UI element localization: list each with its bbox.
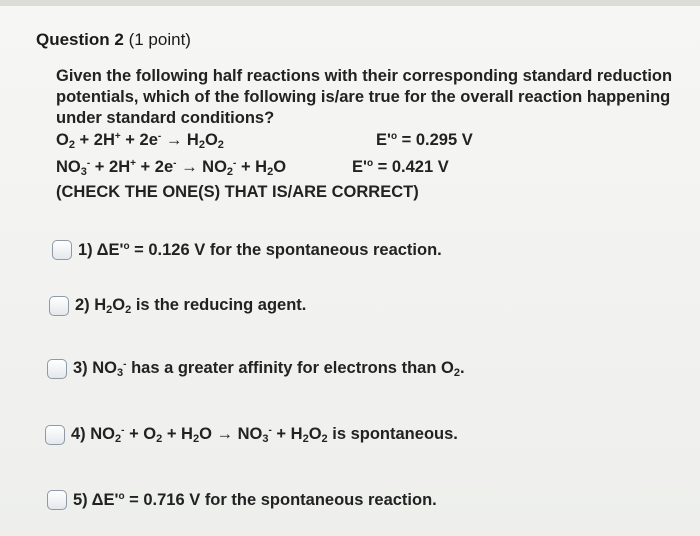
- option-2-checkbox[interactable]: [49, 296, 69, 316]
- option-5[interactable]: [47, 490, 437, 510]
- option-4-label: 4) $NO_2^- + O_2 + H_2O \to NO_3^- + H_2O_2$ is spontaneous.: [71, 425, 458, 445]
- half-reaction-2: $NO_3^- + 2H^+ + 2e^- \to NO_2^- + H_2O$: [56, 158, 287, 178]
- question-stem: Given the following half reactions with their corresponding standard reduction potentials, which of the following is/are true for the overall reaction happening under standard conditions?: [56, 67, 673, 127]
- instruction-text: (CHECK THE ONE(S) THAT IS/ARE CORRECT): [56, 183, 419, 201]
- option-4[interactable]: [45, 425, 458, 445]
- potential-2: $E'^o = 0.421$ V: [352, 158, 449, 176]
- question-title: [36, 30, 191, 50]
- option-2[interactable]: [49, 296, 306, 316]
- option-1[interactable]: [52, 240, 442, 260]
- option-2-label: 2) $H_2O_2$ is the reducing agent.: [75, 296, 307, 316]
- option-5-label: 5) $\Delta E'^o = 0.716$ V for the spontaneous reaction.: [73, 490, 437, 509]
- option-4-checkbox[interactable]: [45, 425, 65, 445]
- option-1-checkbox[interactable]: [52, 240, 72, 260]
- question-points: (1 point): [128, 30, 191, 49]
- top-divider: [0, 0, 700, 6]
- option-3-label: 3) $NO_3^-$ has a greater affinity for electrons than $O_2$.: [73, 359, 465, 379]
- half-reaction-1: $O_2 + 2H^+ + 2e^- \to H_2O_2$: [56, 131, 224, 151]
- question-number: Question 2: [36, 30, 124, 49]
- option-5-checkbox[interactable]: [47, 490, 67, 510]
- potential-1: $E'^o = 0.295$ V: [376, 131, 473, 149]
- option-3-checkbox[interactable]: [47, 359, 67, 379]
- option-1-label: 1) $\Delta E'^o = 0.126$ V for the spontaneous reaction.: [78, 240, 442, 259]
- option-3[interactable]: [47, 359, 465, 379]
